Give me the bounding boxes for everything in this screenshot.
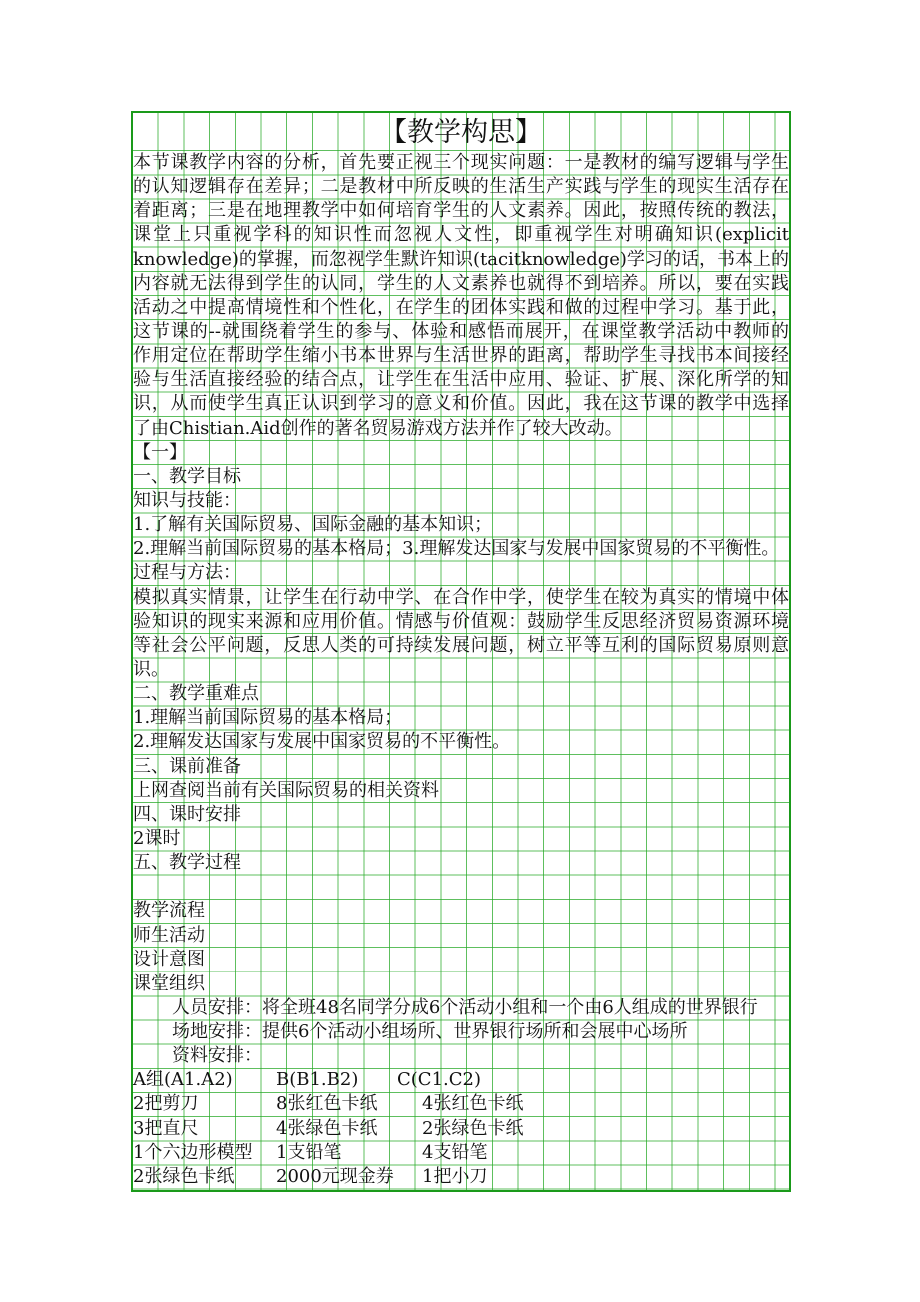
teaching-plan-section bbox=[133, 441, 789, 996]
table-cell: C(C1.C2) bbox=[397, 1069, 481, 1091]
paragraph-line: 着距离；三是在地理教学中如何培育学生的人文素养。因此，按照传统的教法， bbox=[133, 200, 789, 222]
text-line: 二、教学重难点 bbox=[133, 683, 259, 705]
text-line: 一、教学目标 bbox=[133, 465, 241, 487]
table-cell: 4张红色卡纸 bbox=[422, 1093, 524, 1115]
paragraph-line: 作用定位在帮助学生缩小书本世界与生活世界的距离，帮助学生寻找书本间接经 bbox=[133, 345, 789, 367]
table-header-row bbox=[133, 1068, 789, 1092]
table-cell: 2把剪刀 bbox=[133, 1093, 199, 1115]
arrangement-line: 场地安排：提供6个活动小组场所、世界银行场所和会展中心场所 bbox=[172, 1021, 688, 1043]
text-line: 2.理解发达国家与发展中国家贸易的不平衡性。 bbox=[133, 731, 511, 753]
table-row bbox=[133, 1092, 789, 1116]
table-cell: 8张红色卡纸 bbox=[276, 1093, 378, 1115]
table-row bbox=[133, 1165, 789, 1189]
paragraph-line: 识，从而使学生真正认识到学习的意义和价值。因此，我在这节课的教学中选择 bbox=[133, 393, 789, 415]
text-line: 师生活动 bbox=[133, 924, 205, 946]
table-cell: 1把小刀 bbox=[422, 1165, 488, 1187]
arrangements-list bbox=[133, 996, 789, 1068]
materials-table bbox=[133, 1068, 789, 1189]
text-line: 2.理解当前国际贸易的基本格局；3.理解发达国家与发展中国家贸易的不平衡性。 bbox=[133, 538, 780, 560]
text-line: 识。 bbox=[133, 658, 169, 680]
text-line: 知识与技能： bbox=[133, 489, 241, 511]
text-line: 四、课时安排 bbox=[133, 803, 241, 825]
table-cell: 1支铅笔 bbox=[276, 1141, 342, 1163]
grid-paper-page bbox=[131, 111, 791, 1192]
paragraph-line: knowledge)的掌握，而忽视学生默许知识(tacitknowledge)学习的话，书本上的 bbox=[133, 248, 789, 270]
document-body bbox=[133, 151, 789, 1189]
arrangement-line: 资料安排： bbox=[172, 1045, 262, 1067]
paragraph-line: 内容就无法得到学生的认同，学生的人文素养也就得不到培养。所以，要在实践 bbox=[133, 272, 789, 294]
table-cell: 2000元现金券 bbox=[276, 1165, 394, 1187]
text-line: 课堂组织 bbox=[133, 972, 205, 994]
paragraph-line: 了由Chistian.Aid创作的著名贸易游戏方法并作了较大改动。 bbox=[133, 417, 623, 439]
teaching-concept-paragraph bbox=[133, 151, 789, 441]
arrangement-line: 人员安排：将全班48名同学分成6个活动小组和一个由6人组成的世界银行 bbox=[172, 996, 758, 1018]
paragraph-line: 本节课教学内容的分析，首先要正视三个现实问题：一是教材的编写逻辑与学生 bbox=[133, 152, 789, 173]
text-line: 1.理解当前国际贸易的基本格局； bbox=[133, 707, 403, 729]
paragraph-line: 课堂上只重视学科的知识性而忽视人文性，即重视学生对明确知识(explicit bbox=[133, 224, 789, 246]
table-row bbox=[133, 1117, 789, 1141]
paragraph-line: 这节课的--就围绕着学生的参与、体验和感悟而展开，在课堂教学活动中教师的 bbox=[133, 320, 789, 342]
document-title: 【教学构思】 bbox=[380, 117, 542, 148]
text-line: 过程与方法： bbox=[133, 562, 241, 584]
text-line: 【一】 bbox=[133, 441, 187, 463]
paragraph-line: 活动之中提高情境性和个性化，在学生的团体实践和做的过程中学习。基于此， bbox=[133, 296, 789, 318]
text-line: 1.了解有关国际贸易、国际金融的基本知识； bbox=[133, 514, 493, 536]
text-line: 五、教学过程 bbox=[133, 852, 241, 874]
text-line: 模拟真实情景，让学生在行动中学、在合作中学，使学生在较为真实的情境中体 bbox=[133, 586, 789, 608]
text-line: 验知识的现实来源和应用价值。情感与价值观：鼓励学生反思经济贸易资源环境 bbox=[133, 610, 789, 632]
table-cell: 3把直尺 bbox=[133, 1117, 199, 1139]
table-cell: B(B1.B2) bbox=[276, 1069, 359, 1091]
table-cell: 4支铅笔 bbox=[422, 1141, 488, 1163]
table-row bbox=[133, 1141, 789, 1165]
text-line: 教学流程 bbox=[133, 900, 205, 922]
table-cell: 4张绿色卡纸 bbox=[276, 1117, 378, 1139]
text-line: 等社会公平问题，反思人类的可持续发展问题，树立平等互利的国际贸易原则意 bbox=[133, 634, 789, 656]
paragraph-line: 验与生活直接经验的结合点，让学生在生活中应用、验证、扩展、深化所学的知 bbox=[133, 369, 789, 391]
text-line bbox=[133, 875, 789, 899]
text-line: 三、课前准备 bbox=[133, 755, 241, 777]
table-cell: 2张绿色卡纸 bbox=[422, 1117, 524, 1139]
text-line: 上网查阅当前有关国际贸易的相关资料 bbox=[133, 779, 439, 801]
text-line: 2课时 bbox=[133, 827, 181, 849]
table-cell: 2张绿色卡纸 bbox=[133, 1165, 235, 1187]
paragraph-line: 的认知逻辑存在差异；二是教材中所反映的生活生产实践与学生的现实生活存在 bbox=[133, 176, 789, 198]
table-cell: 1个六边形模型 bbox=[133, 1141, 253, 1163]
text-line: 设计意图 bbox=[133, 948, 205, 970]
table-cell: A组(A1.A2) bbox=[133, 1069, 233, 1091]
